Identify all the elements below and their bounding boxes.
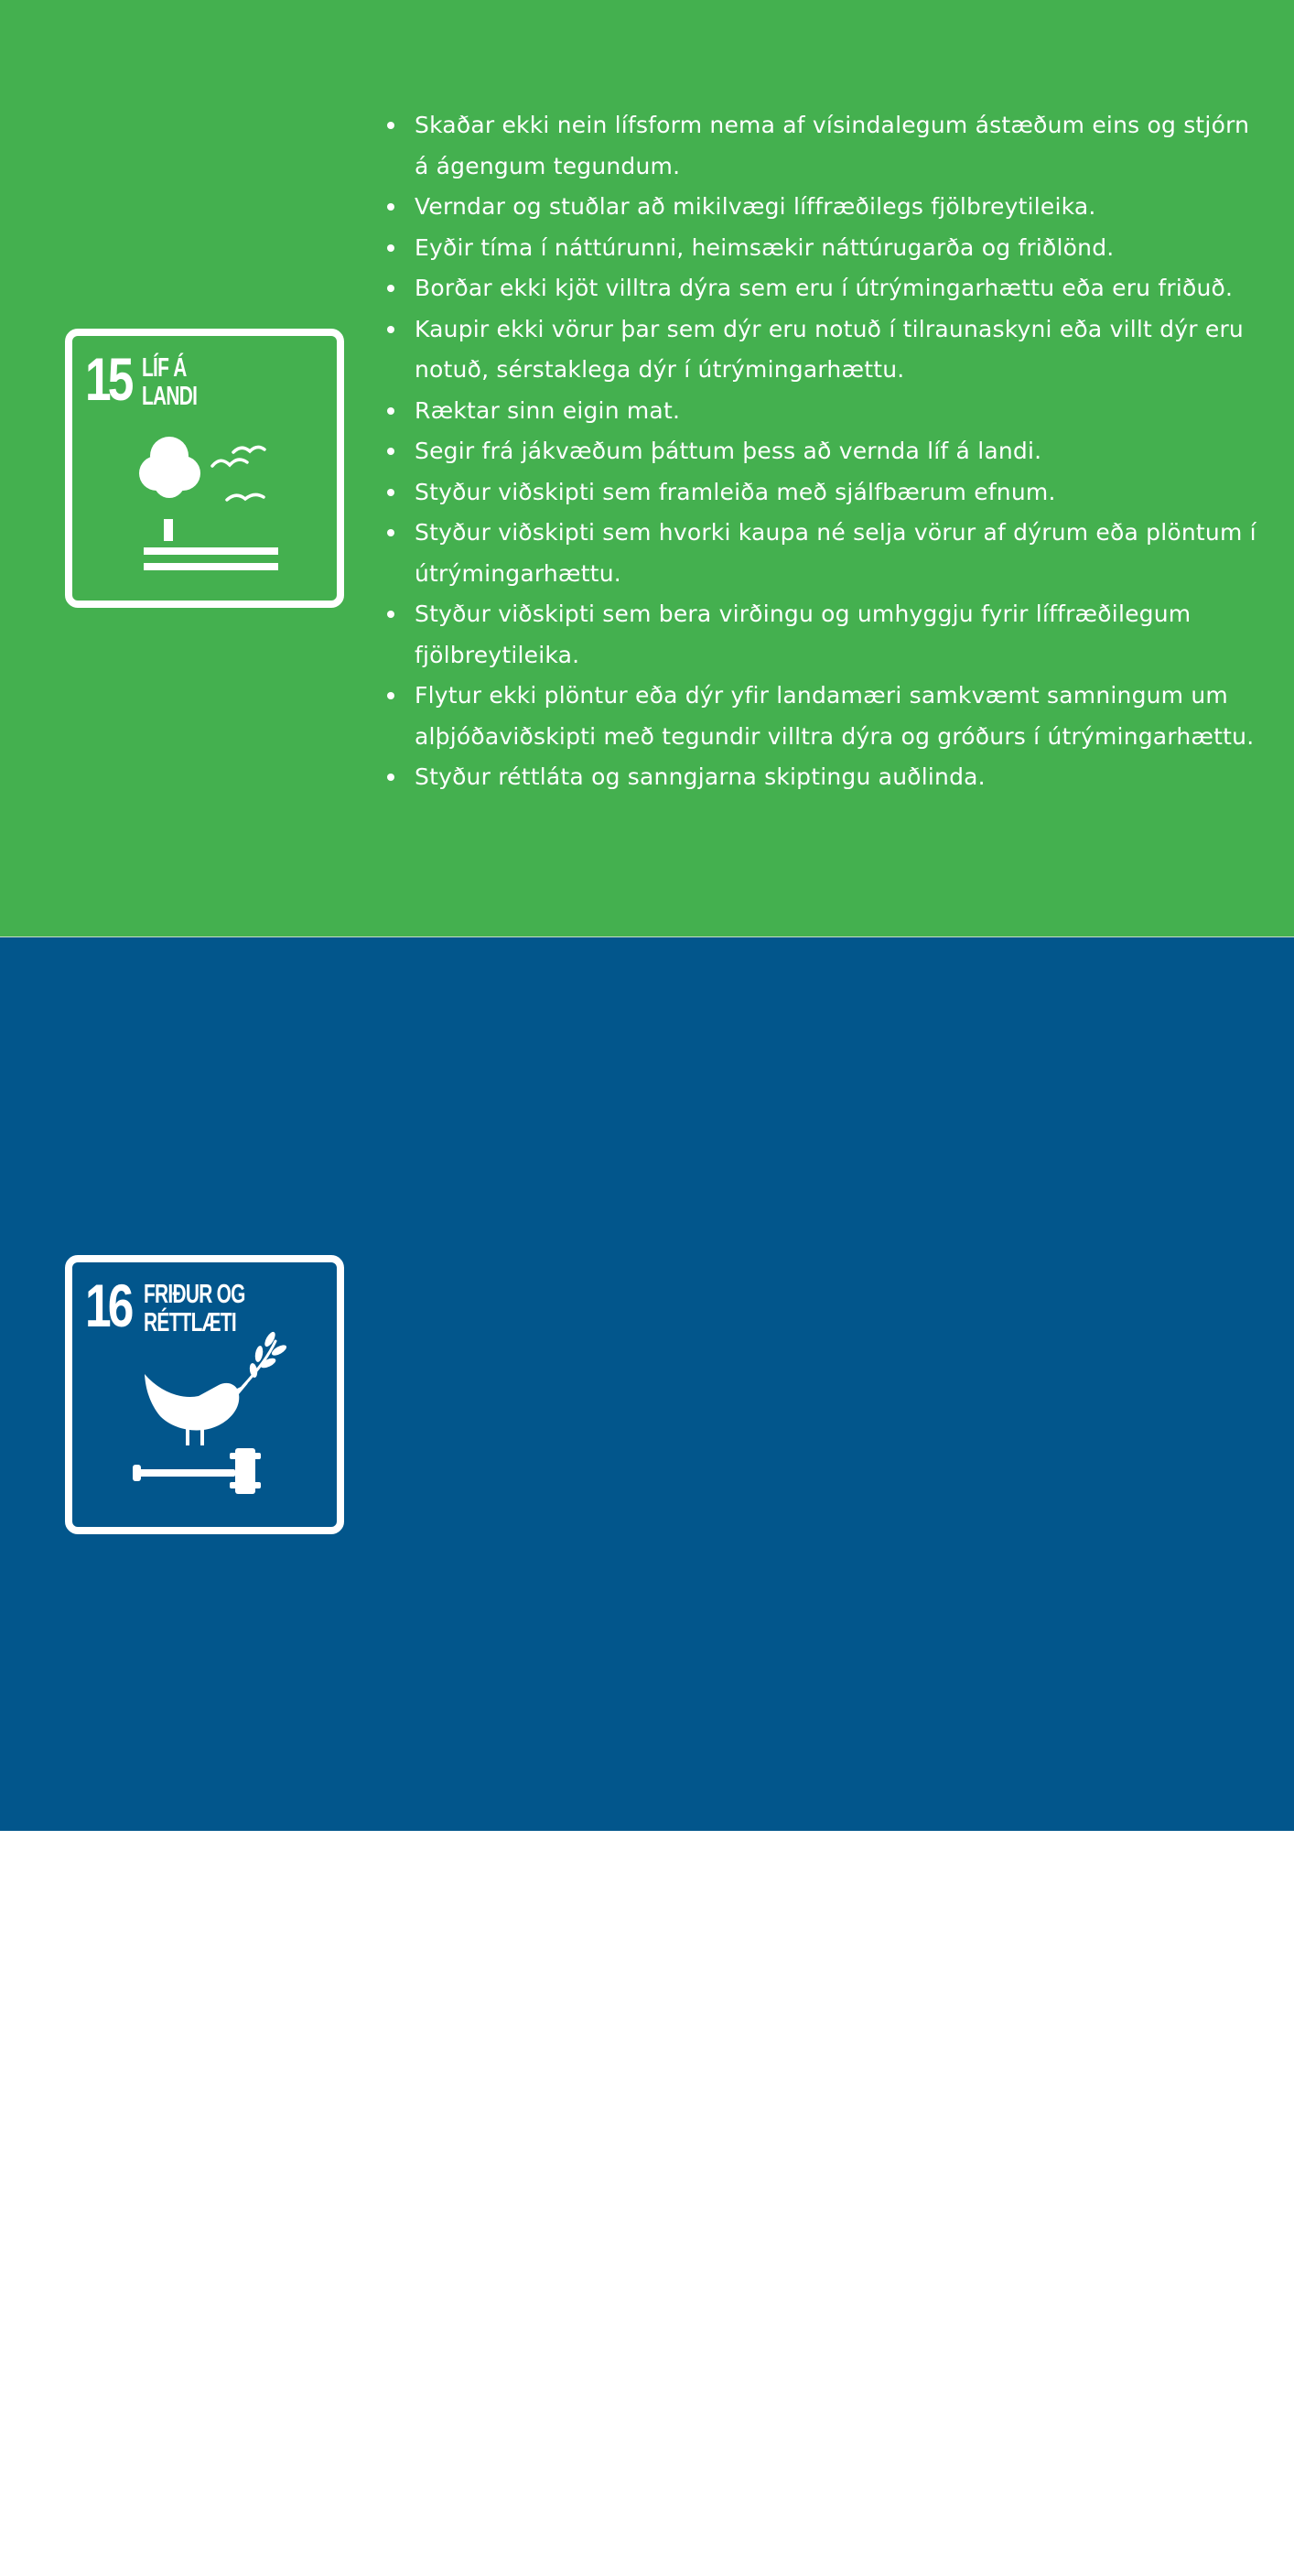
goal-number: 16 (85, 1272, 131, 1339)
list-item (415, 105, 1256, 187)
list-item-text: Kaupir ekki vörur þar sem dýr eru notuð í tilraunaskyni eða villt dýr eru notuð, sérstaklega dýr í útrýmingarhættu. (415, 315, 1244, 383)
bullet-icon (389, 2267, 396, 2274)
goal-16-actions-list (416, 2046, 1240, 2576)
list-item-text: Skaðar ekki nein lífsform nema af vísindalegum ástæðum eins og stjórn á ágengum tegundum. (415, 112, 1250, 179)
goal-number: 15 (85, 345, 131, 413)
list-item (415, 757, 1256, 798)
bullet-icon (387, 448, 394, 455)
goal-title-line-1: FRIÐUR OG (144, 1280, 245, 1309)
list-item-text: Reynir að skilja og stuðla að staðbundnum og alþjóðlegum samræðum/samtali. (416, 2256, 1098, 2323)
list-item (416, 2495, 1240, 2536)
bullet-icon (387, 611, 394, 618)
list-item-text: Ræktar sinn eigin mat. (415, 396, 681, 424)
goal-title-line-2: LANDI (142, 382, 198, 411)
list-item-text: Styður viðskipti sem eru í samræmi við lög og reglugerðir. (416, 2460, 1093, 2486)
list-item-text: Andmælir mismunun og ofbeldi. (416, 2134, 790, 2160)
goal-15-section (0, 0, 1294, 936)
list-item (415, 391, 1256, 432)
list-item (415, 431, 1256, 472)
bullet-icon (387, 285, 394, 292)
bullet-icon (387, 203, 394, 211)
list-item (415, 268, 1256, 309)
goal-16-badge (65, 1255, 344, 1534)
list-item (415, 472, 1256, 514)
list-item-text: Sýnir öllum lífverum/lífsformum virðingu og næmni. (416, 2419, 1019, 2446)
tree-and-birds-icon (72, 336, 337, 601)
list-item-text: Æfir hugleiðslu og leitar úrlausna. (416, 2215, 810, 2242)
bullet-icon (387, 244, 394, 252)
bullet-icon (389, 2551, 396, 2559)
bullet-icon (387, 326, 394, 333)
list-item (416, 2413, 1240, 2454)
bullet-icon (389, 2225, 396, 2233)
list-item-text: Flytur ekki plöntur eða dýr yfir landamæri samkvæmt samningum um alþjóðaviðskipti með tegundir villtra dýra og gróðurs í útrýmingarhættu. (415, 682, 1255, 750)
list-item (416, 2209, 1240, 2250)
goal-title-line-1: LÍF Á (142, 353, 187, 383)
list-item-text: Notar samræður í stað þess að rífast. (416, 2052, 850, 2079)
goal-16-section (0, 937, 1294, 2568)
bullet-icon (387, 692, 394, 699)
list-item-text: Styður viðskipti sem hvorki kaupa né selja vörur af dýrum eða plöntum í útrýmingarhættu. (415, 519, 1256, 587)
bullet-icon (389, 2144, 396, 2151)
list-item (416, 2453, 1240, 2495)
bullet-icon (387, 529, 394, 536)
list-item (415, 594, 1256, 676)
list-item (415, 676, 1256, 757)
bullet-icon (389, 2470, 396, 2477)
list-item (416, 2087, 1240, 2128)
bullet-icon (389, 2104, 396, 2111)
bullet-icon (387, 774, 394, 781)
list-item-text: Styður réttláta og sanngjarna skiptingu auðlinda. (415, 763, 986, 790)
list-item-text: Tekur afstöðu gegn mútum og spillingu. (416, 2500, 878, 2527)
bullet-icon (389, 2348, 396, 2355)
list-item (416, 2250, 1240, 2332)
bullet-icon (389, 2511, 396, 2518)
list-item (416, 2046, 1240, 2087)
list-item-text: Segir frá jákvæðum þáttum þess að vernda líf á landi. (415, 438, 1042, 464)
list-item-text: Eyðir tíma í náttúrunni, heimsækir náttúrugarða og friðlönd. (415, 233, 1115, 261)
list-item-text: Verndar og stuðlar að mikilvægi líffræðilegs fjölbreytileika. (415, 193, 1096, 220)
goal-title-line-2: RÉTTLÆTI (144, 1308, 236, 1337)
bullet-icon (389, 2430, 396, 2437)
goal-15-actions-list (415, 105, 1256, 798)
goal-15-badge (65, 329, 344, 608)
list-item-text: Skilur muninn á löndum og menningu. (416, 2541, 862, 2568)
list-item-text: Styður viðskipti sem bera virðingu og umhyggju fyrir líffræðilegum fjölbreytileika. (415, 601, 1192, 668)
bullet-icon (389, 2185, 396, 2192)
list-item (415, 513, 1256, 594)
list-item-text: Styður viðskipti sem framleiða með sjálfbærum efnum. (415, 478, 1056, 505)
list-item-text: Borðar ekki kjöt villtra dýra sem eru í útrýmingarhættu eða eru friðuð. (415, 275, 1234, 301)
bullet-icon (389, 2062, 396, 2070)
dove-and-gavel-icon (72, 1262, 337, 1527)
bullet-icon (387, 407, 394, 415)
list-item (416, 2332, 1240, 2413)
list-item (416, 2169, 1240, 2210)
bullet-icon (387, 122, 394, 129)
list-item (415, 187, 1256, 228)
list-item (416, 2127, 1240, 2169)
list-item (415, 228, 1256, 269)
list-item (415, 309, 1256, 391)
list-item-text: Fagnar Degi mannréttinda. (416, 2174, 729, 2202)
list-item-text: Hlustar fyrst og talar svo. (416, 2093, 712, 2120)
list-item (416, 2535, 1240, 2576)
list-item-text: Rannsakar, skýrir frá og stuðlar að samfélögum byggðum á friði og jafnræði. (416, 2337, 1196, 2405)
bullet-icon (387, 489, 394, 496)
